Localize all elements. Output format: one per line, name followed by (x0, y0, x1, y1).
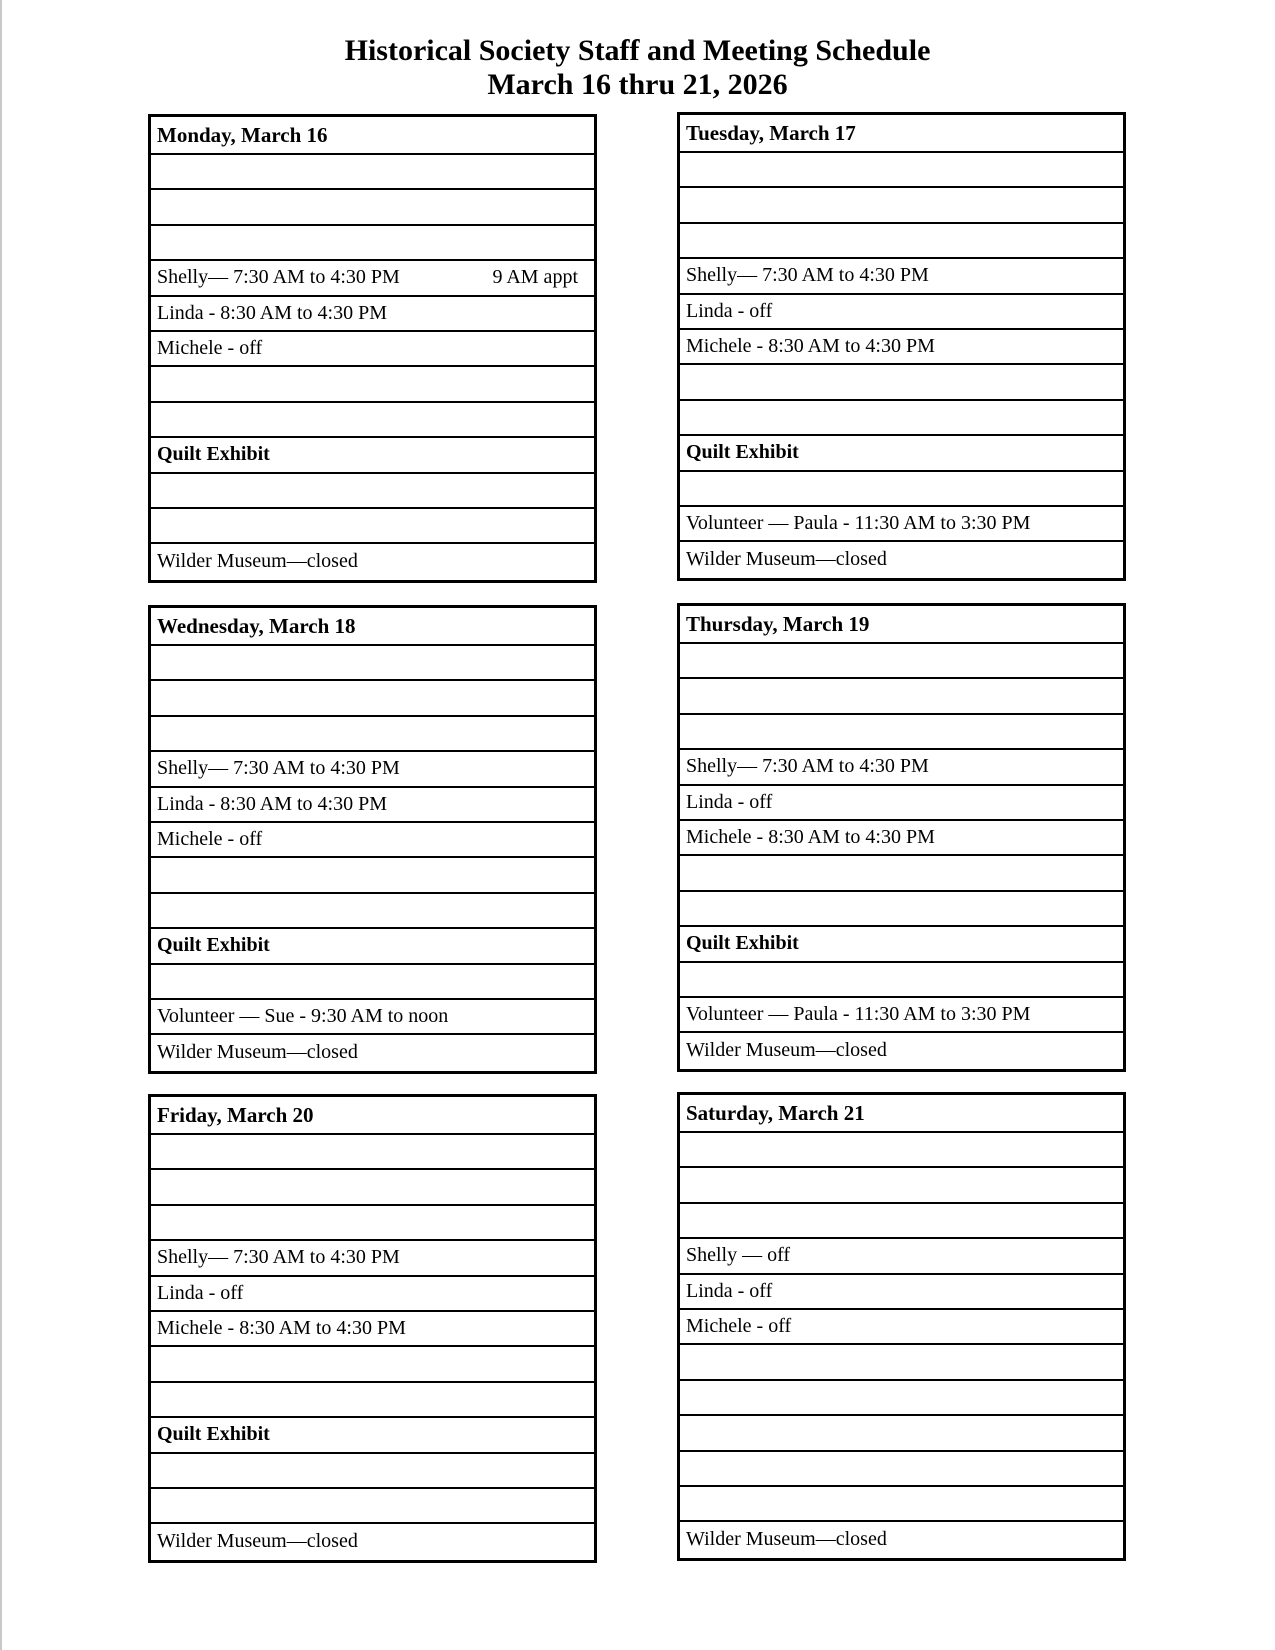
schedule-row (680, 542, 1123, 577)
day-title: Saturday, March 21 (686, 1100, 865, 1125)
schedule-row (151, 965, 594, 1000)
schedule-row (680, 1033, 1123, 1068)
schedule-row (151, 1241, 594, 1276)
schedule-row-text: Wilder Museum—closed (686, 1039, 887, 1062)
schedule-row-text: Quilt Exhibit (157, 1423, 270, 1446)
schedule-row-text: Shelly— 7:30 AM to 4:30 PM (157, 757, 400, 780)
schedule-row (680, 892, 1123, 927)
schedule-row-text: Volunteer — Paula - 11:30 AM to 3:30 PM (686, 512, 1031, 535)
day-box (677, 112, 1126, 581)
schedule-row-text: Linda - off (157, 1281, 244, 1304)
schedule-row (680, 153, 1123, 188)
schedule-row (680, 224, 1123, 259)
schedule-row-text: Quilt Exhibit (157, 934, 270, 957)
day-title: Thursday, March 19 (686, 611, 870, 636)
schedule-row (680, 1416, 1123, 1451)
schedule-row (151, 1524, 594, 1559)
schedule-row (151, 403, 594, 438)
day-header (151, 608, 594, 646)
schedule-row (151, 1000, 594, 1035)
schedule-row (680, 786, 1123, 821)
schedule-row-text: Shelly — off (686, 1244, 791, 1267)
schedule-row (680, 679, 1123, 714)
schedule-row (680, 1310, 1123, 1345)
schedule-row (151, 332, 594, 367)
schedule-row (151, 474, 594, 509)
schedule-row-text: Linda - off (686, 1279, 773, 1302)
schedule-row (151, 681, 594, 716)
schedule-row (151, 1312, 594, 1347)
schedule-row (151, 190, 594, 225)
day-title: Friday, March 20 (157, 1102, 314, 1127)
schedule-row (151, 1277, 594, 1312)
page-edge-rule (0, 0, 2, 1650)
schedule-row-text: Michele - off (157, 828, 263, 851)
schedule-row (680, 436, 1123, 471)
schedule-row-text: Quilt Exhibit (686, 932, 799, 955)
schedule-row (151, 1206, 594, 1241)
schedule-row (680, 1522, 1123, 1557)
day-header (680, 606, 1123, 644)
day-box (148, 114, 597, 583)
schedule-row (680, 750, 1123, 785)
schedule-row (151, 646, 594, 681)
schedule-row-text: Wilder Museum—closed (157, 1041, 358, 1064)
schedule-row-text: Quilt Exhibit (686, 441, 799, 464)
schedule-row (151, 155, 594, 190)
schedule-row (151, 367, 594, 402)
day-header (680, 1095, 1123, 1133)
schedule-row (680, 1239, 1123, 1274)
schedule-row-text: Shelly— 7:30 AM to 4:30 PM (686, 755, 929, 778)
schedule-row (680, 715, 1123, 750)
schedule-row (151, 544, 594, 579)
schedule-row (151, 261, 594, 296)
schedule-row (151, 438, 594, 473)
schedule-row-text: Michele - 8:30 AM to 4:30 PM (157, 1317, 406, 1340)
schedule-row-text: Linda - off (686, 790, 773, 813)
day-box (148, 605, 597, 1074)
schedule-row (151, 788, 594, 823)
schedule-row (680, 963, 1123, 998)
schedule-row-text: Michele - 8:30 AM to 4:30 PM (686, 826, 935, 849)
schedule-row-text: Quilt Exhibit (157, 443, 270, 466)
schedule-date-range: March 16 thru 21, 2026 (487, 68, 788, 101)
schedule-row-text: Wilder Museum—closed (157, 1530, 358, 1553)
schedule-row (151, 717, 594, 752)
schedule-row (680, 1204, 1123, 1239)
schedule-row (680, 295, 1123, 330)
schedule-row (680, 644, 1123, 679)
day-box (677, 603, 1126, 1072)
schedule-row (680, 1168, 1123, 1203)
schedule-row (680, 1452, 1123, 1487)
schedule-row-text: Linda - 8:30 AM to 4:30 PM (157, 301, 388, 324)
schedule-row (680, 259, 1123, 294)
schedule-row-text: Linda - off (686, 299, 773, 322)
day-header (151, 1097, 594, 1135)
schedule-row (680, 330, 1123, 365)
schedule-row (680, 188, 1123, 223)
day-title: Monday, March 16 (157, 122, 328, 147)
schedule-row (151, 297, 594, 332)
schedule-row-text: Michele - 8:30 AM to 4:30 PM (686, 335, 935, 358)
schedule-row-text: Volunteer — Sue - 9:30 AM to noon (157, 1005, 449, 1028)
schedule-title: Historical Society Staff and Meeting Schedule (344, 34, 931, 67)
schedule-row-text: Shelly— 7:30 AM to 4:30 PM (157, 1246, 400, 1269)
schedule-row (151, 1347, 594, 1382)
schedule-row (151, 1454, 594, 1489)
schedule-row (680, 365, 1123, 400)
schedule-row (151, 1170, 594, 1205)
schedule-row-text: Shelly— 7:30 AM to 4:30 PM (157, 266, 400, 289)
schedule-row (680, 507, 1123, 542)
schedule-row (680, 1275, 1123, 1310)
schedule-row-text: Wilder Museum—closed (686, 548, 887, 571)
day-box (677, 1092, 1126, 1561)
schedule-row-text: Michele - off (157, 337, 263, 360)
schedule-row (680, 1381, 1123, 1416)
day-box (148, 1094, 597, 1563)
schedule-row-text: Michele - off (686, 1315, 792, 1338)
schedule-row (680, 1133, 1123, 1168)
schedule-row (151, 1383, 594, 1418)
schedule-row (680, 998, 1123, 1033)
schedule-row (680, 1345, 1123, 1380)
day-title: Wednesday, March 18 (157, 613, 356, 638)
schedule-row-text: Wilder Museum—closed (686, 1528, 887, 1551)
schedule-row (151, 226, 594, 261)
schedule-row (151, 894, 594, 929)
schedule-row (680, 856, 1123, 891)
schedule-row-note: 9 AM appt (492, 266, 578, 289)
schedule-row (151, 752, 594, 787)
schedule-row (680, 927, 1123, 962)
schedule-row-text: Wilder Museum—closed (157, 550, 358, 573)
schedule-row (680, 401, 1123, 436)
day-header (680, 115, 1123, 153)
schedule-row (151, 823, 594, 858)
schedule-row (680, 472, 1123, 507)
schedule-row (151, 1035, 594, 1070)
schedule-row (151, 1135, 594, 1170)
schedule-row (680, 1487, 1123, 1522)
schedule-row-text: Shelly— 7:30 AM to 4:30 PM (686, 264, 929, 287)
schedule-row (151, 1418, 594, 1453)
schedule-row (151, 509, 594, 544)
schedule-row (680, 821, 1123, 856)
day-header (151, 117, 594, 155)
schedule-row (151, 858, 594, 893)
schedule-row (151, 929, 594, 964)
schedule-row (151, 1489, 594, 1524)
day-title: Tuesday, March 17 (686, 120, 856, 145)
schedule-row-text: Volunteer — Paula - 11:30 AM to 3:30 PM (686, 1003, 1031, 1026)
schedule-row-text: Linda - 8:30 AM to 4:30 PM (157, 792, 388, 815)
